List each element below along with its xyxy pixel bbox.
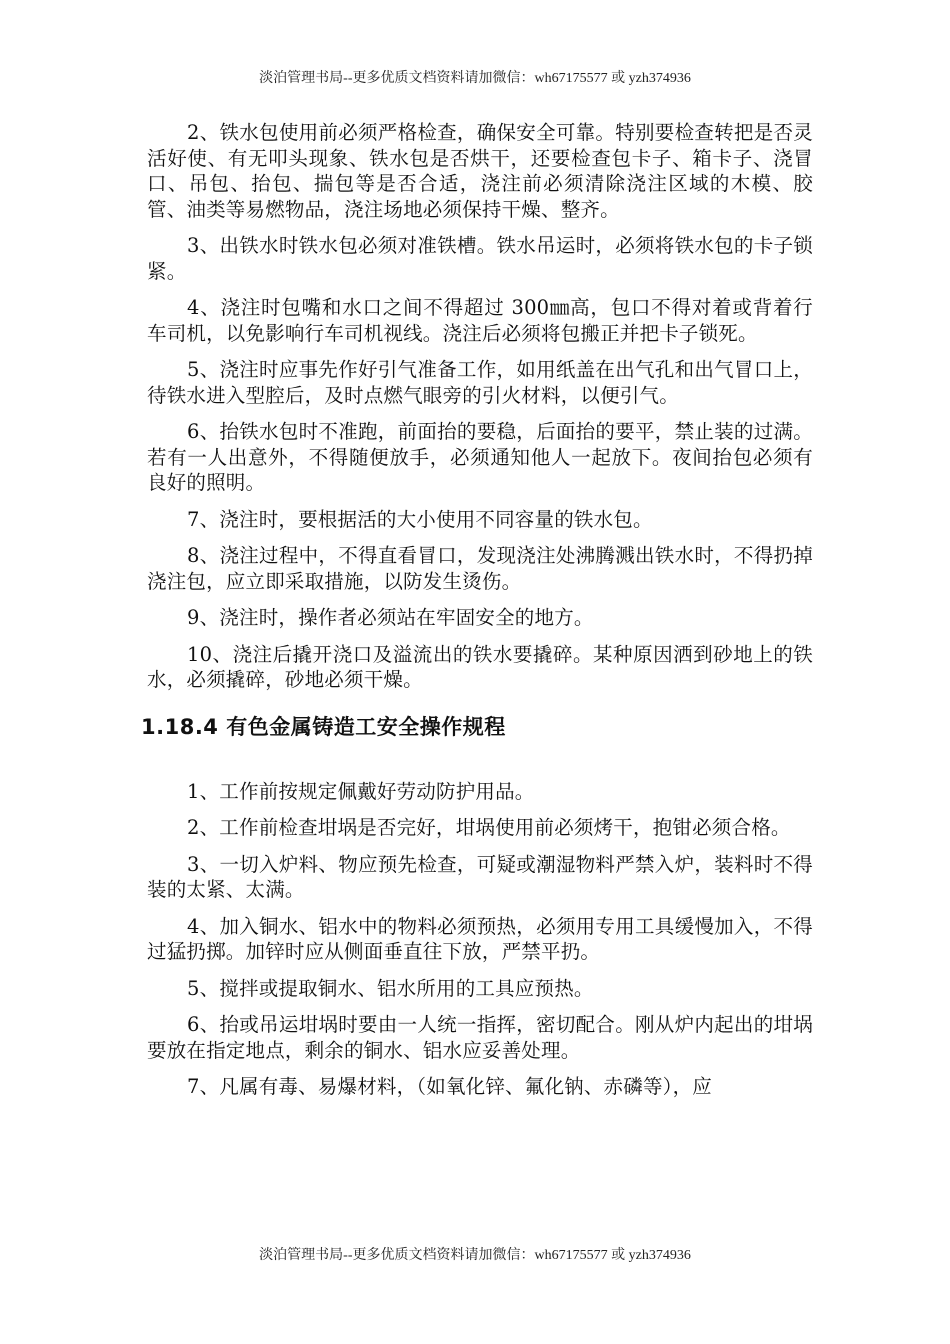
paragraph-item-7: 7、浇注时，要根据活的大小使用不同容量的铁水包。 [187,507,653,531]
paragraph-item-4: 4、浇注时包嘴和水口之间不得超过 300㎜高，包口不得对着或背着行车司机，以免影响行车司机视线。浇注后必须将包搬正并把卡子锁死。 [147,296,813,345]
nonferrous-item-5: 5、搅拌或提取铜水、铝水所用的工具应预热。 [187,976,594,1000]
paragraph-item-3: 3、出铁水时铁水包必须对准铁槽。铁水吊运时，必须将铁水包的卡子锁紧。 [147,234,813,283]
paragraph-item-9: 9、浇注时，操作者必须站在牢固安全的地方。 [187,606,594,629]
document-body [141,120,813,1111]
paragraph-item-5: 5、浇注时应事先作好引气准备工作，如用纸盖在出气孔和出气冒口上，待铁水进入型腔后，及时点燃气眼旁的引火材料，以便引气。 [147,358,813,407]
nonferrous-item-1: 1、工作前按规定佩戴好劳动防护用品。 [187,779,535,803]
paragraph-item-6: 6、抬铁水包时不准跑，前面抬的要稳，后面抬的要平，禁止装的过满。若有一人出意外，不得随便放手，必须通知他人一起放下。夜间抬包必须有良好的照明。 [147,420,813,494]
nonferrous-item-6: 6、抬或吊运坩埚时要由一人统一指挥，密切配合。刚从炉内起出的坩埚要放在指定地点，剩余的铜水、铝水应妥善处理。 [147,1013,813,1062]
nonferrous-item-7: 7、凡属有毒、易爆材料，（如氧化锌、氟化钠、赤磷等），应 [187,1075,713,1098]
nonferrous-item-2: 2、工作前检查坩埚是否完好，坩埚使用前必须烤干，抱钳必须合格。 [187,816,791,839]
page-footer: 淡泊管理书局--更多优质文档资料请加微信：wh67175577 或 yzh374936 [259,1248,691,1263]
nonferrous-item-3: 3、一切入炉料、物应预先检查，可疑或潮湿物料严禁入炉，装料时不得装的太紧、太满。 [147,852,813,901]
nonferrous-item-4: 4、加入铜水、铝水中的物料必须预热，必须用专用工具缓慢加入，不得过猛扔掷。加锌时应从侧面垂直往下放，严禁平扔。 [147,914,813,963]
paragraph-item-8: 8、浇注过程中，不得直看冒口，发现浇注处沸腾溅出铁水时，不得扔掉浇注包，应立即采取措施，以防发生烫伤。 [147,544,813,593]
paragraph-item-10: 10、浇注后撬开浇口及溢流出的铁水要撬碎。某种原因洒到砂地上的铁水，必须撬碎，砂地必须干燥。 [147,642,813,691]
page-header: 淡泊管理书局--更多优质文档资料请加微信：wh67175577 或 yzh374936 [259,71,691,86]
paragraph-item-2: 2、铁水包使用前必须严格检查，确保安全可靠。特别要检查转把是否灵活好使、有无叩头现象、铁水包是否烘干，还要检查包卡子、箱卡子、浇冒口、吊包、抬包、揣包等是否合适，浇注前必须清除浇注区域的木模、胶管、油类等易燃物品，浇注场地必须保持干燥、整齐。 [147,121,813,221]
section-heading: 1.18.4 有色金属铸造工安全操作规程 [141,714,506,739]
